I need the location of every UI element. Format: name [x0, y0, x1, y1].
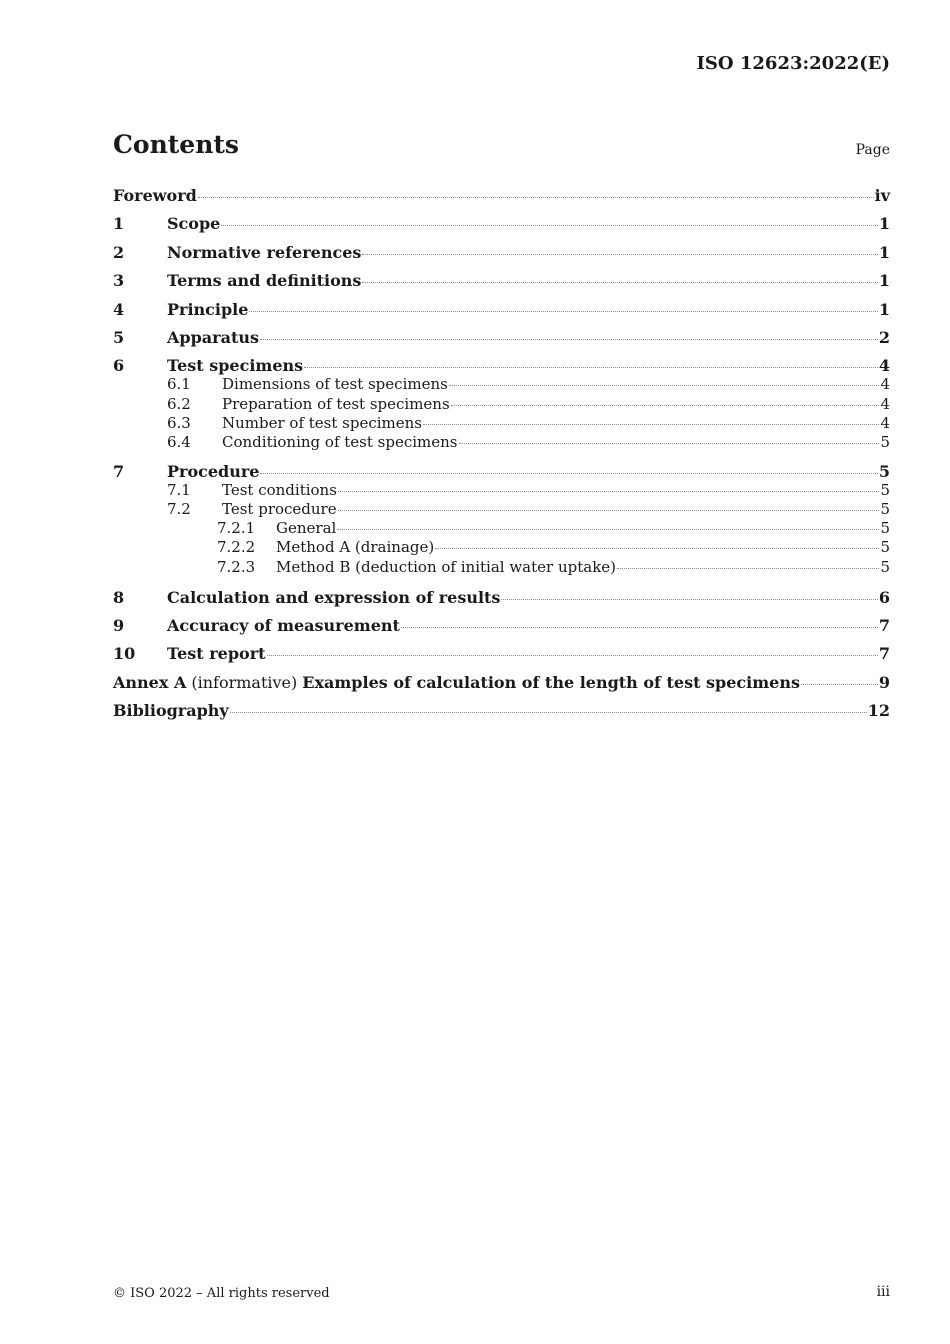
toc-entry-text: Method B (deduction of initial water uptake)	[276, 557, 617, 576]
toc-entry-number: 2	[113, 242, 125, 262]
toc-entry-number: 1	[113, 214, 125, 234]
toc-entry-number: 3	[113, 271, 125, 291]
table-of-contents	[113, 185, 890, 729]
toc-entry-text: Principle	[167, 299, 249, 319]
dot-leader	[451, 405, 880, 406]
toc-entry-number: 8	[113, 587, 125, 607]
toc-entry-page: iv	[874, 186, 890, 205]
toc-entry-terms-and-definitions[interactable]	[113, 270, 890, 298]
toc-entry-text: Accuracy of measurement	[167, 616, 400, 636]
toc-entry-page: 1	[878, 242, 890, 262]
toc-entry-number: 7.2.3	[217, 557, 256, 576]
toc-entry-number: 5	[113, 327, 125, 347]
toc-entry-text: Test specimens	[167, 356, 304, 376]
toc-entry-page: 7	[878, 616, 890, 636]
toc-entry-page: 4	[880, 375, 890, 394]
dot-leader	[362, 254, 877, 255]
toc-entry-test-conditions[interactable]	[113, 481, 890, 500]
toc-entry-text: Foreword	[113, 186, 197, 205]
dot-leader	[362, 282, 877, 283]
dot-leader	[423, 424, 879, 425]
toc-entry-number: 6.1	[167, 375, 191, 394]
annex-label: Annex A	[113, 672, 187, 692]
toc-entry-page: 5	[880, 538, 890, 557]
toc-entry-text: General	[276, 519, 337, 538]
toc-entry-page: 5	[878, 461, 890, 481]
annex-type: (informative)	[191, 672, 298, 692]
dot-leader	[198, 197, 874, 198]
toc-entry-number: 6.4	[167, 432, 191, 451]
contents-title: Contents	[113, 130, 240, 159]
toc-entry-test-report[interactable]	[113, 643, 890, 671]
dot-leader	[221, 225, 878, 226]
toc-entry-number: 10	[113, 644, 136, 664]
toc-entry-text: Preparation of test specimens	[222, 394, 450, 413]
toc-entry-calculation-and-expression-of-results[interactable]	[113, 587, 890, 615]
toc-entry-method-b[interactable]	[113, 558, 890, 587]
toc-entry-test-procedure[interactable]	[113, 500, 890, 519]
dot-leader	[801, 684, 878, 685]
toc-entry-page: 4	[878, 356, 890, 376]
toc-entry-conditioning-of-test-specimens[interactable]	[113, 433, 890, 461]
toc-entry-page: 12	[867, 701, 890, 721]
toc-entry-page: 5	[880, 500, 890, 519]
toc-entry-text: Normative references	[167, 242, 362, 262]
toc-entry-annex-a[interactable]	[113, 672, 890, 700]
toc-entry-number: 7	[113, 461, 125, 481]
dot-leader	[230, 712, 867, 713]
toc-entry-text: Examples of calculation of the length of test specimens	[302, 672, 800, 692]
toc-entry-general[interactable]	[113, 519, 890, 538]
toc-entry-accuracy-of-measurement[interactable]	[113, 615, 890, 643]
dot-leader	[617, 568, 879, 569]
toc-entry-page: 5	[880, 432, 890, 451]
dot-leader	[338, 491, 880, 492]
footer-page-number: iii	[876, 1284, 890, 1300]
dot-leader	[459, 443, 880, 444]
toc-entry-text: Test report	[167, 644, 266, 664]
footer-copyright: © ISO 2022 – All rights reserved	[113, 1286, 330, 1301]
toc-entry-number: 6	[113, 356, 125, 376]
toc-entry-page: 9	[878, 672, 890, 692]
toc-entry-page: 5	[880, 519, 890, 538]
toc-entry-text: Terms and definitions	[167, 271, 362, 291]
toc-entry-text: Test conditions	[222, 480, 337, 499]
dot-leader	[449, 385, 880, 386]
dot-leader	[267, 655, 878, 656]
dot-leader	[260, 339, 878, 340]
toc-entry-number: 7.2.1	[217, 519, 256, 538]
toc-entry-text: Conditioning of test specimens	[222, 432, 458, 451]
page-column-label: Page	[855, 142, 890, 158]
toc-entry-scope[interactable]	[113, 213, 890, 241]
toc-entry-text: Scope	[167, 214, 221, 234]
toc-entry-text: Apparatus	[167, 327, 259, 347]
toc-entry-page: 1	[878, 271, 890, 291]
toc-entry-page: 2	[878, 327, 890, 347]
toc-entry-bibliography[interactable]	[113, 700, 890, 728]
toc-entry-number: 7.2.2	[217, 538, 256, 557]
toc-entry-page: 5	[880, 480, 890, 499]
toc-entry-apparatus[interactable]	[113, 327, 890, 355]
toc-entry-number: 6.2	[167, 394, 191, 413]
dot-leader	[260, 473, 877, 474]
dot-leader	[337, 529, 879, 530]
toc-entry-preparation-of-test-specimens[interactable]	[113, 395, 890, 414]
toc-entry-principle[interactable]	[113, 299, 890, 327]
toc-entry-number: 7.1	[167, 480, 191, 499]
toc-entry-page: 4	[880, 413, 890, 432]
dot-leader	[501, 599, 877, 600]
toc-entry-text: Dimensions of test specimens	[222, 375, 448, 394]
toc-entry-dimensions-of-test-specimens[interactable]	[113, 375, 890, 394]
toc-entry-page: 1	[878, 214, 890, 234]
toc-entry-foreword[interactable]	[113, 185, 890, 213]
dot-leader	[401, 627, 878, 628]
dot-leader	[435, 548, 879, 549]
toc-entry-test-specimens[interactable]	[113, 355, 890, 375]
toc-entry-page: 4	[880, 394, 890, 413]
dot-leader	[249, 311, 877, 312]
toc-entry-normative-references[interactable]	[113, 242, 890, 270]
dot-leader	[338, 510, 880, 511]
toc-entry-number: 4	[113, 299, 125, 319]
toc-entry-text: Bibliography	[113, 701, 229, 721]
toc-entry-number: 9	[113, 616, 125, 636]
toc-entry-text: Calculation and expression of results	[167, 587, 501, 607]
toc-entry-page: 6	[878, 587, 890, 607]
toc-entry-text: Number of test specimens	[222, 413, 423, 432]
toc-entry-text: Procedure	[167, 461, 260, 481]
toc-entry-page: 1	[878, 299, 890, 319]
toc-entry-text: Method A (drainage)	[276, 538, 435, 557]
toc-entry-number: 7.2	[167, 500, 191, 519]
toc-entry-number: 6.3	[167, 413, 191, 432]
toc-entry-number-of-test-specimens[interactable]	[113, 414, 890, 433]
toc-entry-procedure[interactable]	[113, 461, 890, 481]
toc-entry-text: Test procedure	[222, 500, 337, 519]
toc-entry-method-a[interactable]	[113, 538, 890, 557]
dot-leader	[304, 367, 878, 368]
document-id: ISO 12623:2022(E)	[696, 53, 890, 74]
toc-entry-page: 5	[880, 557, 890, 576]
toc-entry-page: 7	[878, 644, 890, 664]
